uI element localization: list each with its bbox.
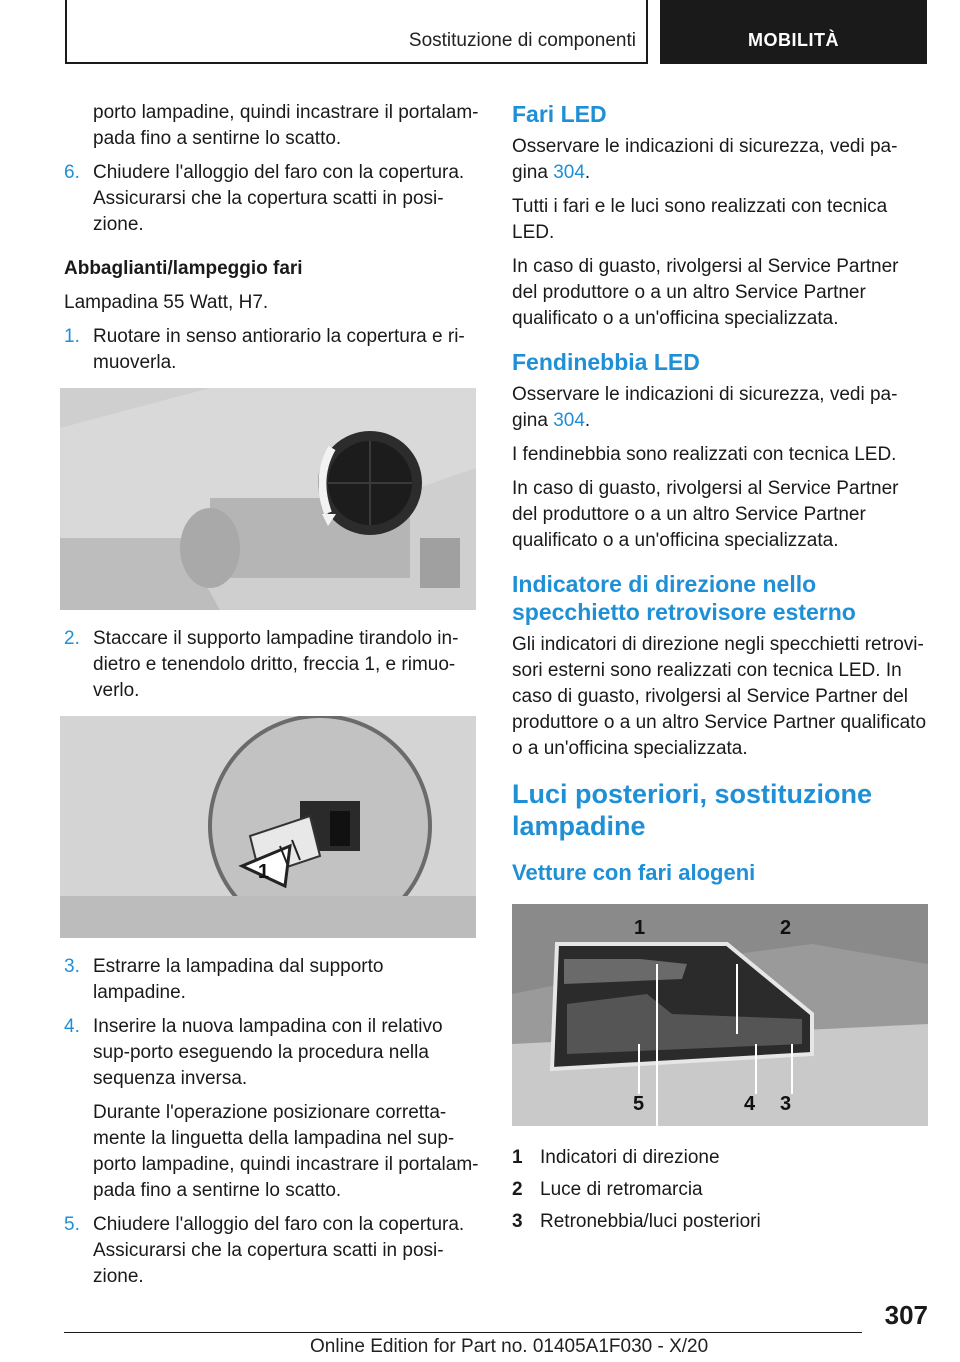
step-number: 2. [64, 628, 80, 649]
step-number: 3. [64, 956, 80, 977]
legend-item [512, 1206, 928, 1238]
step-item [64, 954, 480, 1006]
step-item [64, 1212, 480, 1290]
tail-light-photo [512, 904, 928, 1126]
step-number: 5. [64, 1214, 80, 1235]
step-item [64, 324, 480, 376]
continued-text: porto lampadine, quindi incastrare il portalam-pada fino a sentirne lo scatto. [93, 102, 479, 149]
figure-callout: 1 [258, 861, 270, 883]
figure-callout: 1 [634, 917, 646, 939]
paragraph: Tutti i fari e le luci sono realizzati con tecnica LED. [512, 196, 888, 243]
page-number: 307 [884, 1300, 928, 1330]
paragraph: I fendinebbia sono realizzati con tecnica LED. [512, 444, 897, 465]
fendinebbia-heading: Fendinebbia LED [512, 349, 700, 375]
luci-posteriori-heading: Luci posteriori, sostituzione lampadine [512, 779, 873, 841]
indicatore-heading: Indicatore di direzione nello specchietto retrovisore esterno [512, 571, 856, 625]
legend-text: Indicatori di direzione [540, 1147, 720, 1168]
legend-text: Luce di retromarcia [540, 1179, 703, 1200]
step-text: Staccare il supporto lampadine tirandolo in-dietro e tenendolo dritto, freccia 1, e rimuo-verlo. [93, 628, 459, 701]
vetture-subheading: Vetture con fari alogeni [512, 860, 756, 885]
figure-callout: 3 [780, 1093, 792, 1115]
legend-text: Retronebbia/luci posteriori [540, 1211, 761, 1232]
step-number: 6. [64, 162, 80, 183]
step-item [64, 626, 480, 704]
headlight-cover-photo [60, 388, 476, 610]
footer-divider [64, 1332, 862, 1333]
header-section-title: Sostituzione di componenti [408, 30, 636, 51]
page-link[interactable]: 304 [553, 410, 585, 431]
left-column [64, 100, 480, 1298]
step-text: Chiudere l'alloggio del faro con la copertura. Assicurarsi che la copertura scatti in posi-zione. [93, 162, 465, 235]
step-item [64, 1014, 480, 1092]
legend-number: 1 [512, 1147, 523, 1168]
right-column [512, 100, 928, 1238]
step-note: Durante l'operazione posizionare corretta-mente la linguetta della lampadina nel sup-porto lampadine, quindi incastrare il portalam-pada fino a sentirne lo scatto. [93, 1102, 479, 1201]
safety-reference: Osservare le indicazioni di sicurezza, vedi pa-gina 304. [512, 136, 898, 183]
subsection-heading: Abbaglianti/lampeggio fari [64, 258, 303, 279]
step-item [64, 160, 480, 238]
footer-edition: Online Edition for Part no. 01405A1F030 - X/20 [310, 1336, 709, 1357]
step-text: Chiudere l'alloggio del faro con la copertura. Assicurarsi che la copertura scatti in posi-zione. [93, 1214, 465, 1287]
safety-reference: Osservare le indicazioni di sicurezza, vedi pa-gina 304. [512, 384, 898, 431]
figure-callout: 5 [633, 1093, 645, 1115]
fari-led-heading: Fari LED [512, 101, 607, 127]
step-text: Inserire la nuova lampadina con il relativo sup-porto eseguendo la procedura nella sequenza inversa. [93, 1016, 443, 1089]
paragraph: In caso di guasto, rivolgersi al Service Partner del produttore o a un altro Service Partner qualificato o a un'officina specializzata. [512, 256, 899, 329]
step-text: Estrarre la lampadina dal supporto lampadine. [93, 956, 384, 1003]
header-chapter-tab [660, 0, 927, 64]
legend-number: 2 [512, 1179, 523, 1200]
step-text: Ruotare in senso antiorario la copertura e ri-muoverla. [93, 326, 465, 373]
page-link[interactable]: 304 [553, 162, 585, 183]
step-number: 1. [64, 326, 80, 347]
bulb-spec: Lampadina 55 Watt, H7. [64, 292, 269, 313]
step-number: 4. [64, 1016, 80, 1037]
header-chapter-label: MOBILITÀ [748, 30, 839, 50]
figure-callout: 2 [780, 917, 792, 939]
paragraph: In caso di guasto, rivolgersi al Service Partner del produttore o a un altro Service Partner qualificato o a un'officina specializzata. [512, 478, 899, 551]
legend-item [512, 1142, 928, 1174]
legend-item [512, 1174, 928, 1206]
bulb-holder-photo [60, 716, 476, 938]
header-section-box [65, 0, 648, 64]
figure-callout: 4 [744, 1093, 756, 1115]
legend-number: 3 [512, 1211, 523, 1232]
paragraph: Gli indicatori di direzione negli specchietti retrovi-sori esterni sono realizzati con tecnica LED. In caso di guasto, rivolgersi al Service Partner del produttore o a un altro Service Partner qualificato o a un'officina specializzata. [512, 634, 927, 759]
